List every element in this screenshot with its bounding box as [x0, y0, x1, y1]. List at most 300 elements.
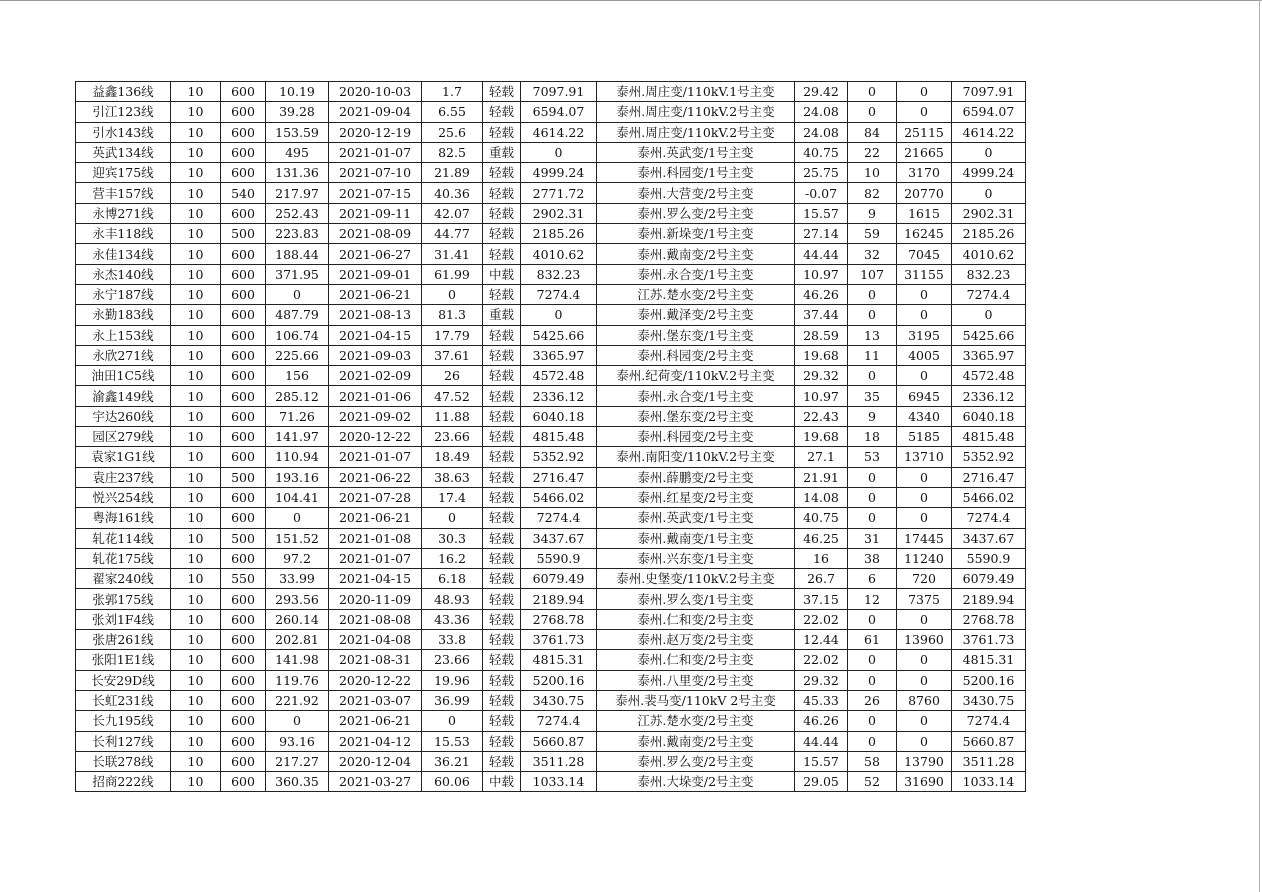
cell-user-capacity: 31155 [897, 264, 952, 284]
cell-transformer: 泰州.薛鹏变/2号主变 [597, 467, 795, 487]
cell-rated-capacity: 600 [221, 650, 266, 670]
cell-voltage: 10 [171, 467, 221, 487]
cell-load-status: 轻载 [483, 670, 521, 690]
table-row [76, 203, 1026, 223]
cell-available-capacity: 4614.22 [521, 122, 597, 142]
cell-user-count: 0 [848, 731, 897, 751]
cell-line-name: 袁家1G1线 [76, 447, 171, 467]
cell-load-rate: 36.99 [422, 690, 483, 710]
cell-transformer: 泰州.戴泽变/2号主变 [597, 305, 795, 325]
cell-load-status: 轻载 [483, 224, 521, 244]
cell-user-count: 107 [848, 264, 897, 284]
cell-user-capacity: 0 [897, 508, 952, 528]
cell-user-count: 53 [848, 447, 897, 467]
cell-remaining-capacity: 7097.91 [952, 82, 1026, 102]
cell-user-count: 11 [848, 345, 897, 365]
cell-available-capacity: 2768.78 [521, 609, 597, 629]
cell-transformer: 泰州.戴南变/1号主变 [597, 528, 795, 548]
cell-load-rate: 19.96 [422, 670, 483, 690]
cell-load-status: 重载 [483, 142, 521, 162]
cell-max-load: 225.66 [266, 345, 329, 365]
cell-line-name: 招商222线 [76, 772, 171, 792]
cell-transformer-margin: 26.7 [795, 569, 848, 589]
cell-line-name: 张刘1F4线 [76, 609, 171, 629]
cell-rated-capacity: 600 [221, 82, 266, 102]
cell-remaining-capacity: 5660.87 [952, 731, 1026, 751]
cell-line-name: 轧花175线 [76, 548, 171, 568]
cell-max-load-date: 2021-04-15 [329, 325, 422, 345]
cell-remaining-capacity: 5425.66 [952, 325, 1026, 345]
cell-transformer-margin: 37.44 [795, 305, 848, 325]
cell-max-load: 360.35 [266, 772, 329, 792]
cell-transformer: 泰州.南阳变/110kV.2号主变 [597, 447, 795, 467]
cell-remaining-capacity: 6079.49 [952, 569, 1026, 589]
cell-transformer-margin: 22.43 [795, 406, 848, 426]
cell-line-name: 英武134线 [76, 142, 171, 162]
cell-max-load: 71.26 [266, 406, 329, 426]
cell-max-load: 260.14 [266, 609, 329, 629]
cell-remaining-capacity: 2716.47 [952, 467, 1026, 487]
cell-available-capacity: 7097.91 [521, 82, 597, 102]
cell-load-status: 中载 [483, 772, 521, 792]
cell-max-load-date: 2021-02-09 [329, 366, 422, 386]
cell-user-capacity: 0 [897, 731, 952, 751]
cell-load-status: 轻载 [483, 548, 521, 568]
cell-available-capacity: 5590.9 [521, 548, 597, 568]
cell-load-status: 轻载 [483, 163, 521, 183]
cell-transformer: 泰州.周庄变/110kV.1号主变 [597, 82, 795, 102]
cell-load-status: 轻载 [483, 467, 521, 487]
cell-transformer-margin: 44.44 [795, 731, 848, 751]
cell-user-capacity: 17445 [897, 528, 952, 548]
cell-voltage: 10 [171, 264, 221, 284]
cell-max-load-date: 2021-08-08 [329, 609, 422, 629]
cell-remaining-capacity: 6594.07 [952, 102, 1026, 122]
cell-max-load: 131.36 [266, 163, 329, 183]
cell-load-status: 轻载 [483, 366, 521, 386]
cell-transformer-margin: -0.07 [795, 183, 848, 203]
cell-available-capacity: 0 [521, 142, 597, 162]
cell-max-load: 104.41 [266, 487, 329, 507]
cell-line-name: 永博271线 [76, 203, 171, 223]
cell-load-rate: 36.21 [422, 751, 483, 771]
cell-available-capacity: 5466.02 [521, 487, 597, 507]
cell-max-load: 495 [266, 142, 329, 162]
cell-voltage: 10 [171, 690, 221, 710]
cell-remaining-capacity: 4010.62 [952, 244, 1026, 264]
table-row [76, 244, 1026, 264]
cell-voltage: 10 [171, 345, 221, 365]
cell-line-name: 引水143线 [76, 122, 171, 142]
cell-available-capacity: 6079.49 [521, 569, 597, 589]
cell-max-load-date: 2020-12-19 [329, 122, 422, 142]
table-row [76, 345, 1026, 365]
cell-remaining-capacity: 3437.67 [952, 528, 1026, 548]
cell-load-rate: 0 [422, 284, 483, 304]
cell-voltage: 10 [171, 366, 221, 386]
cell-user-capacity: 31690 [897, 772, 952, 792]
cell-transformer-margin: 10.97 [795, 386, 848, 406]
cell-available-capacity: 2902.31 [521, 203, 597, 223]
cell-transformer-margin: 29.05 [795, 772, 848, 792]
cell-max-load-date: 2021-06-21 [329, 711, 422, 731]
cell-user-count: 0 [848, 284, 897, 304]
cell-user-capacity: 13960 [897, 630, 952, 650]
cell-load-status: 轻载 [483, 508, 521, 528]
cell-transformer-margin: 40.75 [795, 508, 848, 528]
cell-rated-capacity: 600 [221, 508, 266, 528]
cell-max-load-date: 2021-07-15 [329, 183, 422, 203]
cell-user-capacity: 0 [897, 284, 952, 304]
cell-voltage: 10 [171, 284, 221, 304]
cell-voltage: 10 [171, 528, 221, 548]
cell-max-load: 151.52 [266, 528, 329, 548]
cell-line-name: 悦兴254线 [76, 487, 171, 507]
cell-voltage: 10 [171, 630, 221, 650]
cell-available-capacity: 5352.92 [521, 447, 597, 467]
cell-max-load-date: 2021-09-04 [329, 102, 422, 122]
cell-transformer: 泰州.永合变/1号主变 [597, 264, 795, 284]
cell-user-count: 0 [848, 508, 897, 528]
cell-load-rate: 21.89 [422, 163, 483, 183]
cell-line-name: 营丰157线 [76, 183, 171, 203]
cell-available-capacity: 4815.48 [521, 427, 597, 447]
cell-user-capacity: 0 [897, 305, 952, 325]
cell-max-load-date: 2021-07-10 [329, 163, 422, 183]
cell-transformer: 泰州.堡东变/2号主变 [597, 406, 795, 426]
cell-max-load-date: 2021-04-08 [329, 630, 422, 650]
cell-remaining-capacity: 7274.4 [952, 508, 1026, 528]
cell-available-capacity: 3761.73 [521, 630, 597, 650]
cell-user-count: 58 [848, 751, 897, 771]
cell-available-capacity: 6594.07 [521, 102, 597, 122]
table-row [76, 609, 1026, 629]
cell-transformer: 泰州.兴东变/1号主变 [597, 548, 795, 568]
cell-remaining-capacity: 0 [952, 183, 1026, 203]
cell-user-capacity: 20770 [897, 183, 952, 203]
cell-rated-capacity: 600 [221, 284, 266, 304]
page-right-border [1259, 0, 1260, 892]
table-row [76, 284, 1026, 304]
cell-load-rate: 25.6 [422, 122, 483, 142]
cell-max-load: 0 [266, 284, 329, 304]
cell-max-load: 39.28 [266, 102, 329, 122]
cell-max-load: 141.98 [266, 650, 329, 670]
cell-available-capacity: 6040.18 [521, 406, 597, 426]
cell-transformer: 泰州.罗么变/1号主变 [597, 589, 795, 609]
cell-user-capacity: 0 [897, 609, 952, 629]
cell-max-load-date: 2020-12-22 [329, 427, 422, 447]
cell-user-capacity: 3195 [897, 325, 952, 345]
table-row [76, 427, 1026, 447]
cell-max-load: 0 [266, 711, 329, 731]
cell-voltage: 10 [171, 731, 221, 751]
cell-available-capacity: 2716.47 [521, 467, 597, 487]
cell-max-load-date: 2021-06-22 [329, 467, 422, 487]
cell-transformer-margin: 45.33 [795, 690, 848, 710]
cell-rated-capacity: 600 [221, 244, 266, 264]
cell-user-count: 0 [848, 82, 897, 102]
table-row [76, 690, 1026, 710]
cell-voltage: 10 [171, 325, 221, 345]
cell-rated-capacity: 600 [221, 711, 266, 731]
cell-user-capacity: 13710 [897, 447, 952, 467]
cell-load-rate: 30.3 [422, 528, 483, 548]
cell-load-rate: 26 [422, 366, 483, 386]
cell-user-count: 0 [848, 650, 897, 670]
cell-user-capacity: 0 [897, 670, 952, 690]
cell-transformer-margin: 28.59 [795, 325, 848, 345]
cell-available-capacity: 7274.4 [521, 284, 597, 304]
cell-load-status: 轻载 [483, 406, 521, 426]
cell-voltage: 10 [171, 102, 221, 122]
cell-transformer: 泰州.罗么变/2号主变 [597, 751, 795, 771]
cell-user-capacity: 21665 [897, 142, 952, 162]
cell-load-rate: 33.8 [422, 630, 483, 650]
cell-line-name: 长利127线 [76, 731, 171, 751]
cell-transformer: 泰州.周庄变/110kV.2号主变 [597, 102, 795, 122]
cell-user-count: 0 [848, 305, 897, 325]
cell-load-rate: 16.2 [422, 548, 483, 568]
cell-user-count: 31 [848, 528, 897, 548]
cell-max-load-date: 2021-06-21 [329, 284, 422, 304]
cell-max-load: 10.19 [266, 82, 329, 102]
cell-voltage: 10 [171, 142, 221, 162]
cell-max-load: 33.99 [266, 569, 329, 589]
cell-rated-capacity: 500 [221, 224, 266, 244]
cell-remaining-capacity: 5590.9 [952, 548, 1026, 568]
cell-user-count: 26 [848, 690, 897, 710]
cell-transformer: 泰州.戴南变/2号主变 [597, 731, 795, 751]
cell-rated-capacity: 600 [221, 731, 266, 751]
cell-load-rate: 0 [422, 508, 483, 528]
table-row [76, 142, 1026, 162]
cell-line-name: 翟家240线 [76, 569, 171, 589]
cell-transformer: 泰州.仁和变/2号主变 [597, 609, 795, 629]
cell-user-count: 0 [848, 609, 897, 629]
cell-load-rate: 17.79 [422, 325, 483, 345]
cell-max-load: 217.27 [266, 751, 329, 771]
cell-available-capacity: 4572.48 [521, 366, 597, 386]
cell-user-count: 84 [848, 122, 897, 142]
cell-user-count: 32 [848, 244, 897, 264]
cell-load-status: 轻载 [483, 183, 521, 203]
cell-remaining-capacity: 2185.26 [952, 224, 1026, 244]
cell-available-capacity: 1033.14 [521, 772, 597, 792]
cell-available-capacity: 5425.66 [521, 325, 597, 345]
cell-remaining-capacity: 3761.73 [952, 630, 1026, 650]
cell-user-capacity: 3170 [897, 163, 952, 183]
cell-load-status: 轻载 [483, 751, 521, 771]
cell-max-load-date: 2021-08-13 [329, 305, 422, 325]
table-row [76, 548, 1026, 568]
cell-load-rate: 37.61 [422, 345, 483, 365]
cell-rated-capacity: 600 [221, 345, 266, 365]
cell-rated-capacity: 600 [221, 366, 266, 386]
cell-load-status: 轻载 [483, 589, 521, 609]
cell-transformer: 泰州.罗么变/2号主变 [597, 203, 795, 223]
cell-voltage: 10 [171, 650, 221, 670]
cell-line-name: 永佳134线 [76, 244, 171, 264]
cell-remaining-capacity: 7274.4 [952, 711, 1026, 731]
cell-rated-capacity: 600 [221, 630, 266, 650]
cell-user-count: 0 [848, 670, 897, 690]
table-row [76, 467, 1026, 487]
cell-transformer: 江苏.楚水变/2号主变 [597, 284, 795, 304]
cell-max-load-date: 2020-12-22 [329, 670, 422, 690]
table-row [76, 82, 1026, 102]
cell-line-name: 永丰118线 [76, 224, 171, 244]
cell-transformer: 泰州.科园变/1号主变 [597, 163, 795, 183]
cell-max-load-date: 2021-09-02 [329, 406, 422, 426]
table-row [76, 366, 1026, 386]
cell-user-capacity: 0 [897, 711, 952, 731]
cell-transformer-margin: 29.32 [795, 670, 848, 690]
cell-transformer: 泰州.仁和变/2号主变 [597, 650, 795, 670]
cell-line-name: 永欣271线 [76, 345, 171, 365]
table-row [76, 487, 1026, 507]
cell-user-count: 52 [848, 772, 897, 792]
cell-transformer-margin: 40.75 [795, 142, 848, 162]
cell-max-load: 252.43 [266, 203, 329, 223]
cell-max-load-date: 2021-09-01 [329, 264, 422, 284]
cell-load-status: 轻载 [483, 284, 521, 304]
table-row [76, 224, 1026, 244]
cell-voltage: 10 [171, 670, 221, 690]
cell-voltage: 10 [171, 122, 221, 142]
cell-voltage: 10 [171, 711, 221, 731]
cell-max-load: 221.92 [266, 690, 329, 710]
cell-user-capacity: 7045 [897, 244, 952, 264]
cell-load-status: 轻载 [483, 447, 521, 467]
cell-remaining-capacity: 0 [952, 142, 1026, 162]
cell-user-capacity: 720 [897, 569, 952, 589]
cell-load-status: 轻载 [483, 630, 521, 650]
cell-max-load: 119.76 [266, 670, 329, 690]
cell-rated-capacity: 500 [221, 467, 266, 487]
cell-voltage: 10 [171, 548, 221, 568]
cell-transformer-margin: 19.68 [795, 427, 848, 447]
cell-load-rate: 11.88 [422, 406, 483, 426]
cell-line-name: 永杰140线 [76, 264, 171, 284]
cell-available-capacity: 5200.16 [521, 670, 597, 690]
cell-available-capacity: 2185.26 [521, 224, 597, 244]
cell-user-count: 0 [848, 366, 897, 386]
cell-available-capacity: 3511.28 [521, 751, 597, 771]
cell-load-status: 轻载 [483, 690, 521, 710]
cell-load-status: 轻载 [483, 427, 521, 447]
cell-user-capacity: 0 [897, 650, 952, 670]
cell-load-rate: 43.36 [422, 609, 483, 629]
table-row [76, 772, 1026, 792]
cell-line-name: 园区279线 [76, 427, 171, 447]
cell-user-count: 6 [848, 569, 897, 589]
cell-max-load-date: 2020-10-03 [329, 82, 422, 102]
cell-max-load-date: 2021-07-28 [329, 487, 422, 507]
cell-max-load: 371.95 [266, 264, 329, 284]
cell-transformer: 泰州.英武变/1号主变 [597, 142, 795, 162]
cell-available-capacity: 0 [521, 305, 597, 325]
cell-user-capacity: 0 [897, 366, 952, 386]
cell-user-count: 0 [848, 467, 897, 487]
cell-load-status: 重载 [483, 305, 521, 325]
cell-voltage: 10 [171, 772, 221, 792]
cell-user-capacity: 0 [897, 487, 952, 507]
cell-remaining-capacity: 5200.16 [952, 670, 1026, 690]
table-body [76, 82, 1026, 792]
cell-available-capacity: 5660.87 [521, 731, 597, 751]
cell-load-rate: 17.4 [422, 487, 483, 507]
cell-line-name: 油田1C5线 [76, 366, 171, 386]
cell-load-status: 轻载 [483, 487, 521, 507]
cell-user-count: 38 [848, 548, 897, 568]
cell-max-load: 217.97 [266, 183, 329, 203]
cell-max-load-date: 2021-04-15 [329, 569, 422, 589]
cell-available-capacity: 2189.94 [521, 589, 597, 609]
cell-user-count: 13 [848, 325, 897, 345]
cell-load-rate: 23.66 [422, 650, 483, 670]
cell-load-status: 轻载 [483, 203, 521, 223]
table-row [76, 528, 1026, 548]
page-top-border [0, 0, 1262, 1]
cell-rated-capacity: 600 [221, 406, 266, 426]
cell-remaining-capacity: 0 [952, 305, 1026, 325]
cell-load-status: 轻载 [483, 102, 521, 122]
table-row [76, 163, 1026, 183]
table-row [76, 731, 1026, 751]
cell-user-count: 0 [848, 711, 897, 731]
cell-transformer: 泰州.周庄变/110kV.2号主变 [597, 122, 795, 142]
cell-available-capacity: 3365.97 [521, 345, 597, 365]
cell-rated-capacity: 600 [221, 163, 266, 183]
cell-transformer: 泰州.大垛变/2号主变 [597, 772, 795, 792]
cell-user-capacity: 16245 [897, 224, 952, 244]
cell-user-count: 12 [848, 589, 897, 609]
cell-transformer-margin: 25.75 [795, 163, 848, 183]
cell-line-name: 张唐261线 [76, 630, 171, 650]
cell-load-rate: 6.55 [422, 102, 483, 122]
cell-load-status: 中载 [483, 264, 521, 284]
cell-line-name: 张阳1E1线 [76, 650, 171, 670]
cell-transformer-margin: 27.1 [795, 447, 848, 467]
cell-remaining-capacity: 4572.48 [952, 366, 1026, 386]
cell-rated-capacity: 600 [221, 487, 266, 507]
cell-max-load-date: 2020-12-04 [329, 751, 422, 771]
cell-user-capacity: 0 [897, 102, 952, 122]
cell-remaining-capacity: 5352.92 [952, 447, 1026, 467]
cell-max-load: 293.56 [266, 589, 329, 609]
cell-transformer-margin: 14.08 [795, 487, 848, 507]
cell-user-count: 35 [848, 386, 897, 406]
cell-rated-capacity: 600 [221, 447, 266, 467]
cell-available-capacity: 3430.75 [521, 690, 597, 710]
cell-remaining-capacity: 3511.28 [952, 751, 1026, 771]
cell-transformer: 泰州.英武变/1号主变 [597, 508, 795, 528]
cell-user-capacity: 4005 [897, 345, 952, 365]
cell-line-name: 长安29D线 [76, 670, 171, 690]
cell-max-load-date: 2020-11-09 [329, 589, 422, 609]
cell-rated-capacity: 600 [221, 264, 266, 284]
cell-max-load-date: 2021-01-07 [329, 548, 422, 568]
cell-remaining-capacity: 832.23 [952, 264, 1026, 284]
cell-load-rate: 38.63 [422, 467, 483, 487]
cell-max-load-date: 2021-08-09 [329, 224, 422, 244]
cell-line-name: 张郭175线 [76, 589, 171, 609]
cell-user-count: 9 [848, 406, 897, 426]
cell-remaining-capacity: 2336.12 [952, 386, 1026, 406]
cell-remaining-capacity: 6040.18 [952, 406, 1026, 426]
cell-max-load: 188.44 [266, 244, 329, 264]
